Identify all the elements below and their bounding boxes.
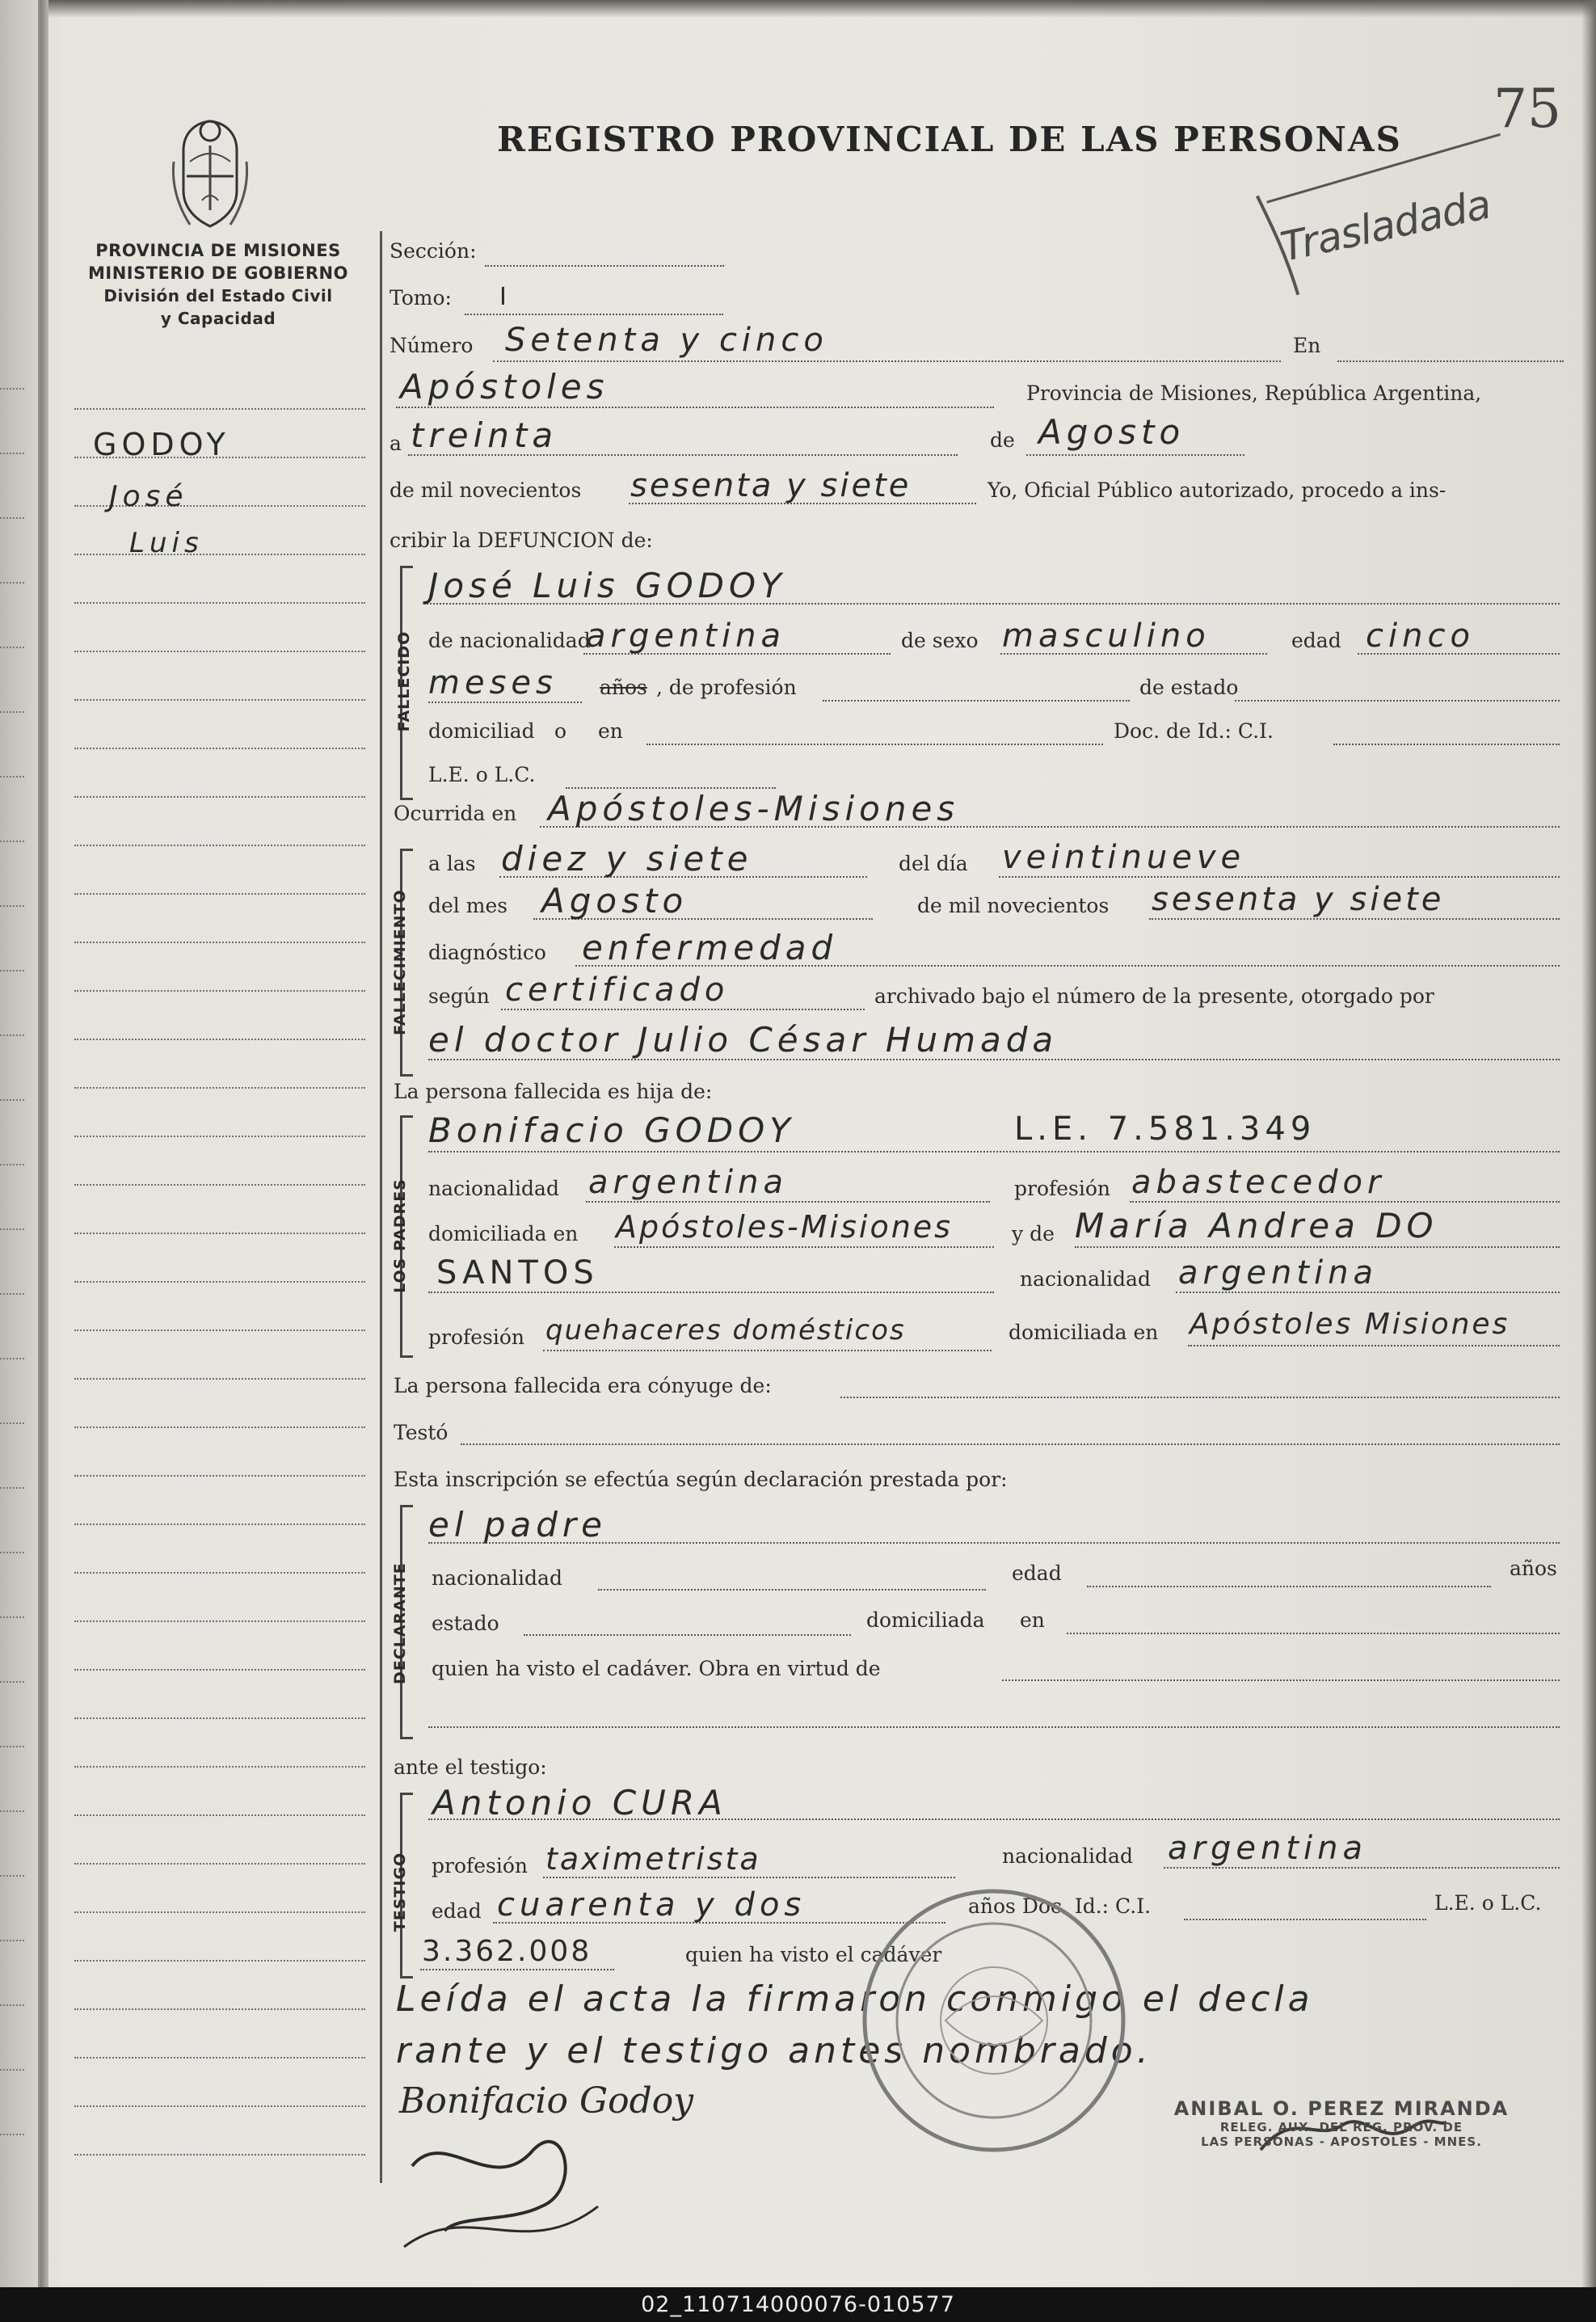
fallecido-edad-unidad: meses [428,664,558,702]
del-mes-label: del mes [428,894,508,917]
image-footer: 02_110714000076-010577 [0,2287,1596,2322]
padre-nacionalidad-label: nacionalidad [428,1177,559,1200]
madre-profesion-label: profesión [428,1325,525,1349]
declarante-edad-label: edad [1012,1561,1062,1585]
a-label: a [390,432,402,455]
fallecido-sexo: masculino [1002,617,1211,655]
authority-ministry: MINISTERIO DE GOBIERNO [88,263,348,283]
dia-fallecimiento: veintinueve [1002,839,1246,876]
oficial-nombre: ANIBAL O. PEREZ MIRANDA [1173,2097,1510,2120]
en-label: En [1293,334,1321,357]
madre-domicilio: Apóstoles Misiones [1190,1308,1510,1341]
numero-label: Número [390,334,474,357]
del-dia-label: del día [899,852,968,875]
testigo-visto-text: quien ha visto el cadáver [685,1943,942,1966]
madre-nombre-2: SANTOS [436,1254,599,1292]
previous-page-edge [0,0,40,2287]
testigo-section-label: TESTIGO [391,1852,409,1932]
document-title: REGISTRO PROVINCIAL DE LAS PERSONAS [497,120,1402,159]
padre-domicilio: Apóstoles-Misiones [616,1209,953,1245]
page-shadow [48,0,1596,18]
folio-number: 75 [1493,78,1561,140]
anio-value: sesenta y siete [630,467,912,504]
segun-label: según [428,984,490,1008]
oficial-signature-block [1156,2097,1527,2149]
testigo-edad: cuarenta y dos [497,1886,806,1924]
declarante-estado-label: estado [432,1612,499,1635]
declarante-visto-text: quien ha visto el cadáver. Obra en virtud de [432,1657,881,1680]
margin-given-name-2: Luis [129,527,204,559]
cierre-linea-1: Leída el acta la firmaron conmigo el decla [396,1979,1314,2020]
declarante-domiciliada-label: domiciliada [866,1608,985,1632]
padre-nombre: Bonifacio GODOY [428,1110,795,1150]
domiciliado-label: domiciliad [428,719,535,743]
margin-surname: GODOY [93,427,230,462]
nacionalidad-label: de nacionalidad [428,629,591,652]
issuing-authority [69,239,368,330]
padres-section-label: LOS PADRES [391,1178,409,1293]
mil-novecientos-label: de mil novecientos [917,894,1110,917]
testigo-nacionalidad-label: nacionalidad [1002,1844,1133,1868]
padre-profesion-label: profesión [1014,1177,1111,1200]
oficial-cargo-1: RELEG. AUX. DEL REG. PROV. DE [1219,2120,1463,2134]
handwritten-signatures [396,2077,849,2263]
declarante-section-label: DECLARANTE [391,1562,409,1684]
dia-value: treinta [411,415,558,455]
declaracion-text: Esta inscripción se efectúa según declaración prestada por: [394,1468,1008,1491]
fallecido-edad: cinco [1366,617,1475,655]
declarante-nombre: el padre [428,1505,608,1544]
fallecido-nombre: José Luis GODOY [428,566,786,605]
testigo-nacionalidad: argentina [1168,1830,1367,1867]
madre-profesion: quehaceres domésticos [545,1314,906,1346]
book-spine [40,0,48,2287]
hora-value: diez y siete [501,839,753,879]
padre-documento: L.E. 7.581.349 [1014,1110,1316,1148]
archivado-text: archivado bajo el número de la presente, otorgado por [874,984,1434,1008]
madre-nombre-1: María Andrea DO [1075,1206,1438,1245]
authority-province: PROVINCIA DE MISIONES [95,241,341,260]
tomo-value: I [499,283,512,311]
tomo-label: Tomo: [390,286,452,310]
diagnostico-label: diagnóstico [428,941,546,964]
fallecido-section-label: FALLECIDO [395,630,413,732]
testigo-nombre: Antonio CURA [432,1783,727,1823]
anio-fallecimiento: sesenta y siete [1152,881,1445,918]
mil-novecientos-text: de mil novecientos [390,478,582,502]
ocurrida-label: Ocurrida en [394,802,517,825]
le-lc-label: L.E. o L.C. [428,763,536,786]
declarante-anos-label: años [1510,1557,1557,1580]
declarante-nacionalidad-label: nacionalidad [432,1566,562,1590]
lugar-value: Apóstoles [400,367,609,407]
de-label: de [990,428,1015,452]
testigo-edad-label: edad [432,1899,482,1923]
page-edge [1581,0,1596,2287]
mes-fallecimiento: Agosto [541,881,689,921]
inscribir-text: cribir la DEFUNCION de: [390,529,653,552]
madre-nacionalidad: argentina [1178,1254,1378,1292]
testigo-intro: ante el testigo: [394,1755,547,1779]
authority-division-2: y Capacidad [160,309,276,328]
sexo-label: de sexo [901,629,979,652]
declarante-en-label: en [1020,1608,1045,1632]
padre-nacionalidad: argentina [588,1164,788,1201]
margin-given-name-1: José [109,480,188,513]
doc-id-label: Doc. de Id.: C.I. [1114,719,1274,743]
edad-label: edad [1291,629,1341,652]
padre-profesion: abastecedor [1131,1164,1386,1201]
mes-value: Agosto [1038,412,1185,452]
testigo-profesion-label: profesión [432,1854,528,1877]
seccion-label: Sección: [390,239,477,263]
authority-division: División del Estado Civil [103,286,333,306]
testigo-ci-number: 3.362.008 [422,1935,592,1968]
margin-rule [380,231,382,2183]
segun-value: certificado [505,971,730,1009]
testigo-doc-label: años Doc. Id.: C.I. [968,1894,1152,1918]
fallecido-nacionalidad: argentina [586,617,785,655]
y-de-label: y de [1012,1222,1055,1245]
a-las-label: a las [428,852,476,875]
coat-of-arms-icon [166,113,255,234]
numero-value: Setenta y cinco [505,322,828,359]
oficial-cargo-2: LAS PERSONAS - APOSTOLES - MNES. [1201,2134,1482,2149]
declarante-signature: Bonifacio Godoy [399,2080,694,2122]
madre-nacionalidad-label: nacionalidad [1020,1267,1151,1291]
padres-intro: La persona fallecida es hija de: [394,1080,713,1103]
official-seal-icon [857,1883,1131,2158]
fallecimiento-section-label: FALLECIMIENTO [391,889,409,1035]
estado-label: de estado [1139,676,1239,699]
madre-domicilio-label: domiciliada en [1009,1321,1159,1344]
ocurrida-value: Apóstoles-Misiones [548,789,960,828]
domicilio-en-label: en [598,719,623,743]
profesion-label: , de profesión [656,676,797,699]
testo-label: Testó [394,1421,448,1444]
testigo-le-label: L.E. o L.C. [1434,1891,1542,1915]
domiciliado-dash: o [554,719,567,743]
provincia-text: Provincia de Misiones, República Argentina, [1026,381,1482,405]
cierre-linea-2: rante y el testigo antes nombrado. [396,2030,1152,2071]
oficial-text: Yo, Oficial Público autorizado, procedo a ins- [987,478,1447,502]
medico-value: el doctor Julio César Humada [428,1020,1059,1060]
conyuge-label: La persona fallecida era cónyuge de: [394,1374,772,1397]
anos-struck: años [600,676,647,699]
diagnostico-value: enfermedad [582,928,838,967]
testigo-profesion: taximetrista [545,1841,761,1877]
stamp-text: Trasladada [1276,180,1495,272]
padre-domicilio-label: domiciliada en [428,1222,579,1245]
